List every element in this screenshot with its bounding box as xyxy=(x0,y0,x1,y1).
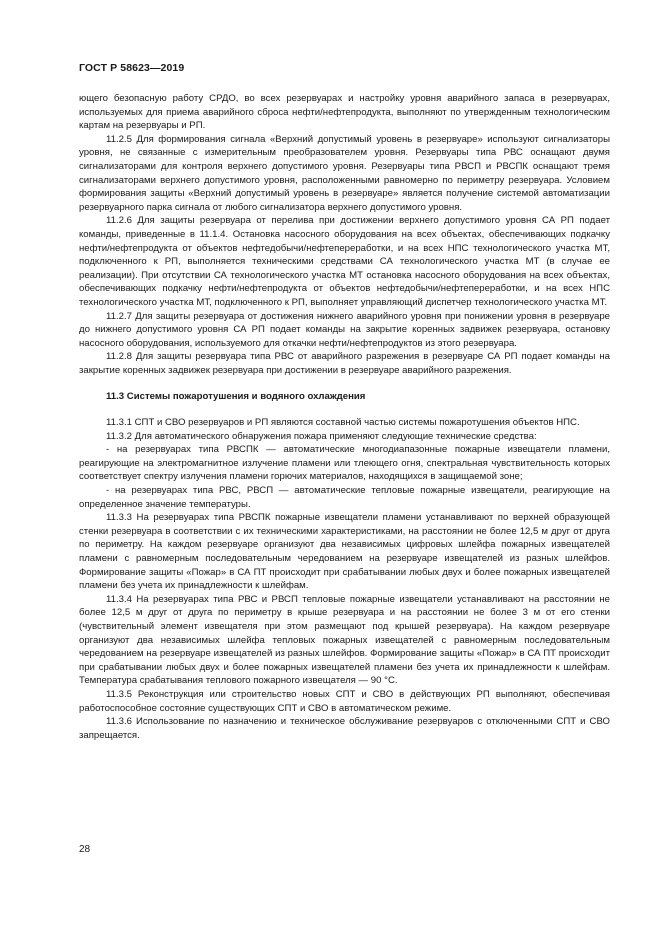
paragraphs-top xyxy=(79,92,610,377)
paragraph: 11.2.5 Для формирования сигнала «Верхний допустимый уровень в резервуаре» используют сигнализаторы уровня, не связанные с измерительным преобразователем уровня. Резервуары типа РВС оснащают двумя сигнализаторами для контроля верхнего допустимого уровня. Резервуары типа РВСП и РВСПК оснащают тремя сигнализаторами верхнего допустимого уровня, расположенными равномерно по периметру резервуара. Условием формирования защиты «Верхний допустимый уровень в резервуаре» является получение системой автоматизации резервуарного парка сигнала от любого сигнализатора верхнего допустимого уровня. xyxy=(79,133,610,213)
paragraph: 11.3.6 Использование по назначению и техническое обслуживание резервуаров с отключенными СПТ и СВО запрещается. xyxy=(79,716,610,741)
paragraph: - на резервуарах типа РВС, РВСП — автоматические тепловые пожарные извещатели, реагирующие на определенное значение температуры. xyxy=(79,485,610,510)
paragraph: 11.2.7 Для защиты резервуара от достижения нижнего аварийного уровня при понижении уровня в резервуаре до нижнего допустимого уровня СА РП подает команды на закрытие коренных задвижек резервуара, остановку насосного оборудования, используемого для откачки нефти/нефтепродуктов из этого резервуара. xyxy=(79,310,610,349)
paragraph: 11.3.1 СПТ и СВО резервуаров и РП являются составной частью системы пожаротушения объектов НПС. xyxy=(106,417,580,429)
paragraph: 11.2.6 Для защиты резервуара от перелива при достижении верхнего допустимого уровня СА РП подает команды, приведенные в 11.1.4. Остановка насосного оборудования на всех объектах, обеспечивающих подкачку нефти/нефтепродукта от объектов нефтедобычи/нефтепереработки, и на всех НПС технологического участка МТ, подключенного к РП, выполняется техническими средствами СА технологического участка МТ (в случае ее реализации). При отсутствии СА технологического участка МТ остановка насосного оборудования на всех объектах, обеспечивающих подкачку нефти/нефтепродукта от объектов нефтедобычи/нефтепереработки, и на всех НПС технологического участка МТ, подключенного к РП, выполняет управляющий диспетчер технологического участка МТ. xyxy=(79,215,610,308)
paragraph: 11.3.3 На резервуарах типа РВСПК пожарные извещатели пламени устанавливают по верхней образующей стенки резервуара в соответствии с их техническими характеристиками, на расстоянии не более 12,5 м друг от друга по периметру. На каждом резервуаре организуют два независимых цифровых шлейфа пожарных извещателей пламени с равномерным последовательным чередованием на резервуаре извещателей из разных шлейфов. Формирование защиты «Пожар» в СА ПТ происходит при срабатывании любых двух и более пожарных извещателей пламени без учета их принадлежности к шлейфам. xyxy=(79,512,610,592)
paragraph: 11.3.5 Реконструкция или строительство новых СПТ и СВО в действующих РП выполняют, обеспечивая работоспособное состояние существующих СПТ и СВО в автоматическом режиме. xyxy=(79,688,610,714)
paragraph: 11.2.8 Для защиты резервуара типа РВС от аварийного разрежения в резервуаре СА РП подает команды на закрытие коренных задвижек резервуара при достижении в резервуаре аварийного разрежения. xyxy=(79,351,610,376)
page-number: 28 xyxy=(79,844,91,855)
document-header: ГОСТ Р 58623—2019 xyxy=(79,62,185,74)
paragraph: - на резервуарах типа РВСПК — автоматические многодиапазонные пожарные извещатели пламени, реагирующие на электромагнитное излучение пламени или тлеющего огня, спектральная чувствительность которых соответствует спектру излучения пламени горючих материалов, находящихся в защищаемой зоне; xyxy=(79,444,610,483)
paragraph: ющего безопасную работу СРДО, во всех резервуарах и настройку уровня аварийного запаса в резервуарах, используемых для приема аварийного сброса нефти/нефтепродукта, выполняют по утвержденным технологическим картам на резервуары и РП. xyxy=(79,93,610,132)
paragraph: 11.3.4 На резервуарах типа РВС и РВСП тепловые пожарные извещатели устанавливают на расстоянии не более 12,5 м друг от друга по периметру в крыше резервуара и на расстоянии не более 3 м от его стенки (чувствительный элемент извещателя при этом размещают под крышей резервуара). На каждом резервуаре организуют два независимых шлейфа тепловых пожарных извещателей с равномерным последовательным чередованием на резервуаре извещателей из разных шлейфов. Формирование защиты «Пожар» в СА ПТ происходит при срабатывании любых двух и более пожарных извещателей пламени без учета их принадлежности к шлейфам. Температура срабатывания теплового пожарного извещателя — 90 °С. xyxy=(79,593,610,687)
document-body xyxy=(79,92,610,742)
section-heading: 11.3 Системы пожаротушения и водяного охлаждения xyxy=(106,391,366,403)
paragraphs-bottom xyxy=(79,416,610,742)
paragraph: 11.3.2 Для автоматического обнаружения пожара применяют следующие технические средства: xyxy=(106,430,537,442)
